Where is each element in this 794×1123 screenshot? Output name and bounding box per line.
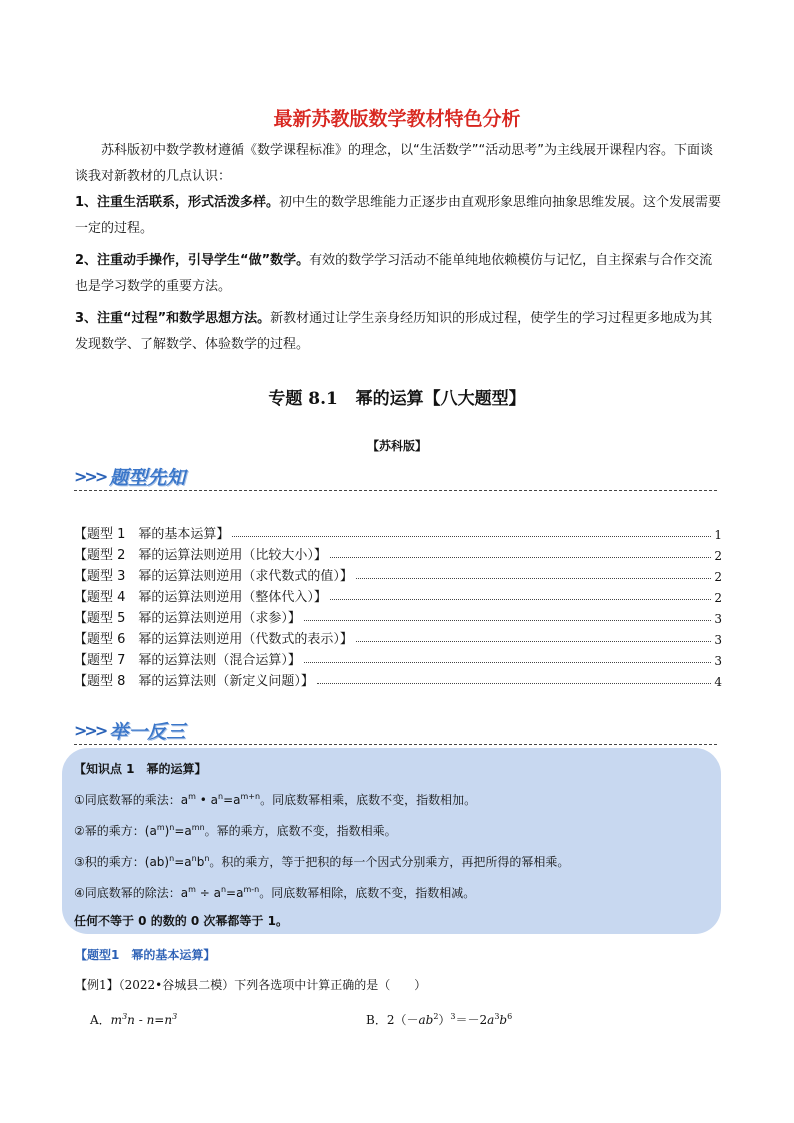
toc-leader [330,599,711,600]
knowledge-box [62,748,721,934]
toc-page-number: 1 [714,528,722,542]
option-b[interactable] [366,1011,512,1028]
option-b-label: B． [366,1013,387,1027]
rule-3-formula: $(ab)^n=a^nb^n$ [144,854,210,869]
intro-point-2-heading: 2、注重动手操作，引导学生“做”数学。 [75,253,310,268]
divider [74,744,717,745]
toc-item-label: 【题型 6 幂的运算法则逆用（代数式的表示）】 [74,632,353,647]
rule-3-description: 。积的乘方，等于把积的每一个因式分别乘方，再把所得的幂相乘。 [209,855,570,869]
banner-type-preview-text: 题型先知 [109,466,186,489]
intro-point-1-heading: 1、注重生活联系，形式活泼多样。 [75,195,280,210]
option-a-label: A． [90,1013,111,1027]
toc-leader [232,536,711,537]
toc-leader [304,662,711,663]
toc-page-number: 2 [714,570,722,584]
toc-page-number: 4 [714,675,722,689]
toc-item-label: 【题型 5 幂的运算法则逆用（求参）】 [74,611,301,626]
knowledge-rule-2 [74,819,721,850]
toc-item[interactable] [74,647,722,668]
banner-practice [74,716,185,744]
option-a-formula: $m^3n - n=n^3$ [110,1012,178,1027]
toc-item-label: 【题型 8 幂的运算法则（新定义问题）】 [74,674,314,689]
toc-item[interactable] [74,605,722,626]
example-1-question: 【例1】（2022•谷城县二模）下列各选项中计算正确的是（ ） [75,978,427,992]
rule-4-label: ④同底数幂的除法： [74,886,181,900]
triple-arrow-icon: >>> [74,466,106,486]
intro-point-3-heading: 3、注重“过程”和数学思想方法。 [75,311,271,326]
toc-item[interactable] [74,521,722,542]
topic-prefix: 专题 [268,389,303,409]
intro-point-2 [75,248,725,300]
rule-3-label: ③积的乘方： [74,855,145,869]
intro-point-3 [75,306,725,358]
knowledge-note: 任何不等于 0 的数的 0 次幂都等于 1。 [74,914,288,928]
toc-item[interactable] [74,542,722,563]
rule-4-description: 。同底数幂相除，底数不变，指数相减。 [259,886,476,900]
type-1-header: 【题型1 幂的基本运算】 [75,948,216,962]
rule-4-formula: $a^m \div a^n=a^{m-n}$ [180,885,260,900]
topic-number: 8.1 [308,389,338,409]
rule-1-label: ①同底数幂的乘法： [74,793,181,807]
toc-leader [356,578,711,579]
intro-paragraph: 苏科版初中数学教材遵循《数学课程标准》的理念，以“生活数学”“活动思考”为主线展开课程内容。下面谈谈我对新教材的几点认识： [75,143,713,184]
knowledge-rule-1 [74,788,721,819]
knowledge-rule-3 [74,850,721,881]
toc-item-label: 【题型 2 幂的运算法则逆用（比较大小）】 [74,548,327,563]
toc-item[interactable] [74,563,722,584]
intro-point-2-text: 有效的数学学习活动不能单纯地依赖模仿与记忆，自主探索与合作交流也是学习数学的重要方法。 [75,253,713,294]
knowledge-rule-4 [74,881,721,912]
toc-item[interactable] [74,668,722,689]
knowledge-title: 【知识点 1 幂的运算】 [74,762,207,776]
toc-leader [330,557,711,558]
banner-practice-text: 举一反三 [109,720,186,743]
intro-point-1 [75,190,725,242]
rule-1-formula: $a^m$ • $a^n=a^{m+n}$ [180,792,261,807]
toc-leader [317,683,711,684]
edition-label: 【苏科版】 [366,439,427,453]
toc-item-label: 【题型 7 幂的运算法则（混合运算）】 [74,653,301,668]
toc-leader [356,641,711,642]
rule-2-description: 。幂的乘方，底数不变，指数相乘。 [204,824,397,838]
topic-name: 幂的运算【八大题型】 [355,389,526,409]
toc-item[interactable] [74,626,722,647]
toc-item-label: 【题型 3 幂的运算法则逆用（求代数式的值）】 [74,569,353,584]
banner-type-preview [74,462,185,490]
toc-item-label: 【题型 1 幂的基本运算】 [74,527,230,542]
table-of-contents [74,521,722,689]
rule-2-label: ②幂的乘方： [74,824,145,838]
toc-item[interactable] [74,584,722,605]
rule-2-formula: $(a^m)^n=a^{mn}$ [144,823,205,838]
toc-page-number: 3 [714,654,722,668]
toc-page-number: 2 [714,549,722,563]
option-a[interactable] [90,1011,177,1028]
rule-1-description: 。同底数幂相乘，底数不变，指数相加。 [260,793,477,807]
toc-item-label: 【题型 4 幂的运算法则逆用（整体代入）】 [74,590,327,605]
intro-point-3-text: 新教材通过让学生亲身经历知识的形成过程，使学生的学习过程更多地成为其发现数学、了解数学、体验数学的过程。 [75,311,713,352]
toc-page-number: 3 [714,633,722,647]
divider [74,490,717,491]
intro-point-1-text: 初中生的数学思维能力正逐步由直观形象思维向抽象思维发展。这个发展需要一定的过程。 [75,195,722,236]
toc-leader [304,620,711,621]
topic-title [0,384,794,409]
toc-page-number: 2 [714,591,722,605]
option-b-formula: $2(-ab^2)^3=-2a^3b^6$ [386,1012,513,1027]
toc-page-number: 3 [714,612,722,626]
page-title: 最新苏教版数学教材特色分析 [273,108,521,130]
triple-arrow-icon: >>> [74,720,106,740]
